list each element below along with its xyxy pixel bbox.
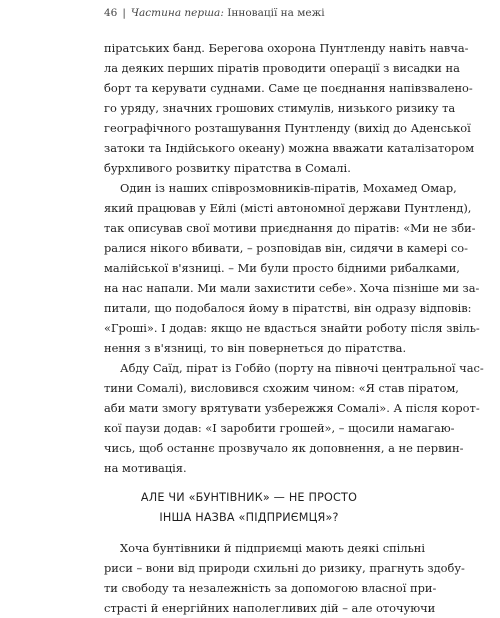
paragraph-2 [104, 178, 480, 358]
text-line: затоки та Індійського океану) можна вважати каталізатором [104, 141, 475, 155]
heading-line: АЛЕ ЧИ «БУНТІВНИК» — НЕ ПРОСТО [140, 491, 358, 504]
paragraph-4 [104, 538, 465, 618]
text-line: так описував свої мотиви приєднання до піратів: «Ми не зби- [104, 221, 476, 235]
page-number: 46 [104, 7, 118, 19]
text-line: го уряду, значних грошових стимулів, низького ризику та [104, 101, 456, 115]
paragraph-1 [104, 38, 475, 178]
text-line: риси – вони від природи схильні до ризику, прагнуть здобу- [104, 561, 465, 575]
section-heading [104, 488, 394, 528]
text-line: страсті й енергійних наполегливих дій – але оточуючи [104, 601, 436, 615]
text-line: питали, що подобалося йому в піратстві, він одразу відповів: [104, 301, 472, 315]
paragraph-3 [104, 358, 484, 478]
header-separator: | [122, 7, 126, 19]
text-line: нення з в'язниці, то він повернеться до піратства. [104, 341, 407, 355]
text-line: географічного розташування Пунтленду (вихід до Аденської [104, 121, 471, 135]
chapter-title: Інновації на межі [223, 7, 325, 19]
text-line: борт та керувати суднами. Саме це поєднання напівзвалено- [104, 81, 473, 95]
text-line: піратських банд. Берегова охорона Пунтленду навіть навча- [104, 41, 469, 55]
text-line: на мотивація. [104, 461, 187, 475]
text-line: ти свободу та незалежність за допомогою власної при- [104, 581, 437, 595]
heading-line: ІНША НАЗВА «ПІДПРИЄМЦЯ»? [159, 511, 339, 524]
text-line: малійської в'язниці. – Ми були просто бідними рибалками, [104, 261, 460, 275]
text-line: ралися нікого вбивати, – розповідав він, сидячи в камері со- [104, 241, 468, 255]
text-line: на нас напали. Ми мали захистити себе». Хоча пізніше ми за- [104, 281, 480, 295]
text-line: який працював у Ейлі (місті автономної держави Пунтленд), [104, 201, 472, 215]
text-line: бурхливого розвитку піратства в Сомалі. [104, 161, 351, 175]
text-line: тини Сомалі), висловився схожим чином: «Я став піратом, [104, 381, 459, 395]
part-title: Частина перша: [130, 7, 224, 19]
body-text [104, 38, 484, 618]
text-line: Абду Саїд, пірат із Гобйо (порту на півночі центральної час- [120, 361, 484, 375]
text-line: Один із наших співрозмовників-піратів, Мохамед Омар, [120, 181, 457, 195]
text-line: ла деяких перших піратів проводити операції з висадки на [104, 61, 460, 75]
text-line: Хоча бунтівники й підприємці мають деякі спільні [120, 541, 425, 555]
text-line: аби мати змогу врятувати узбережжя Сомалі». А після корот- [104, 401, 480, 415]
text-line: кої паузи додав: «І заробити грошей», – щосили намагаю- [104, 421, 455, 435]
running-header [104, 7, 325, 19]
text-line: чись, щоб останнє прозвучало як доповнення, а не первин- [104, 441, 464, 455]
text-line: «Гроші». І додав: якщо не вдасться знайти роботу після звіль- [104, 321, 480, 335]
